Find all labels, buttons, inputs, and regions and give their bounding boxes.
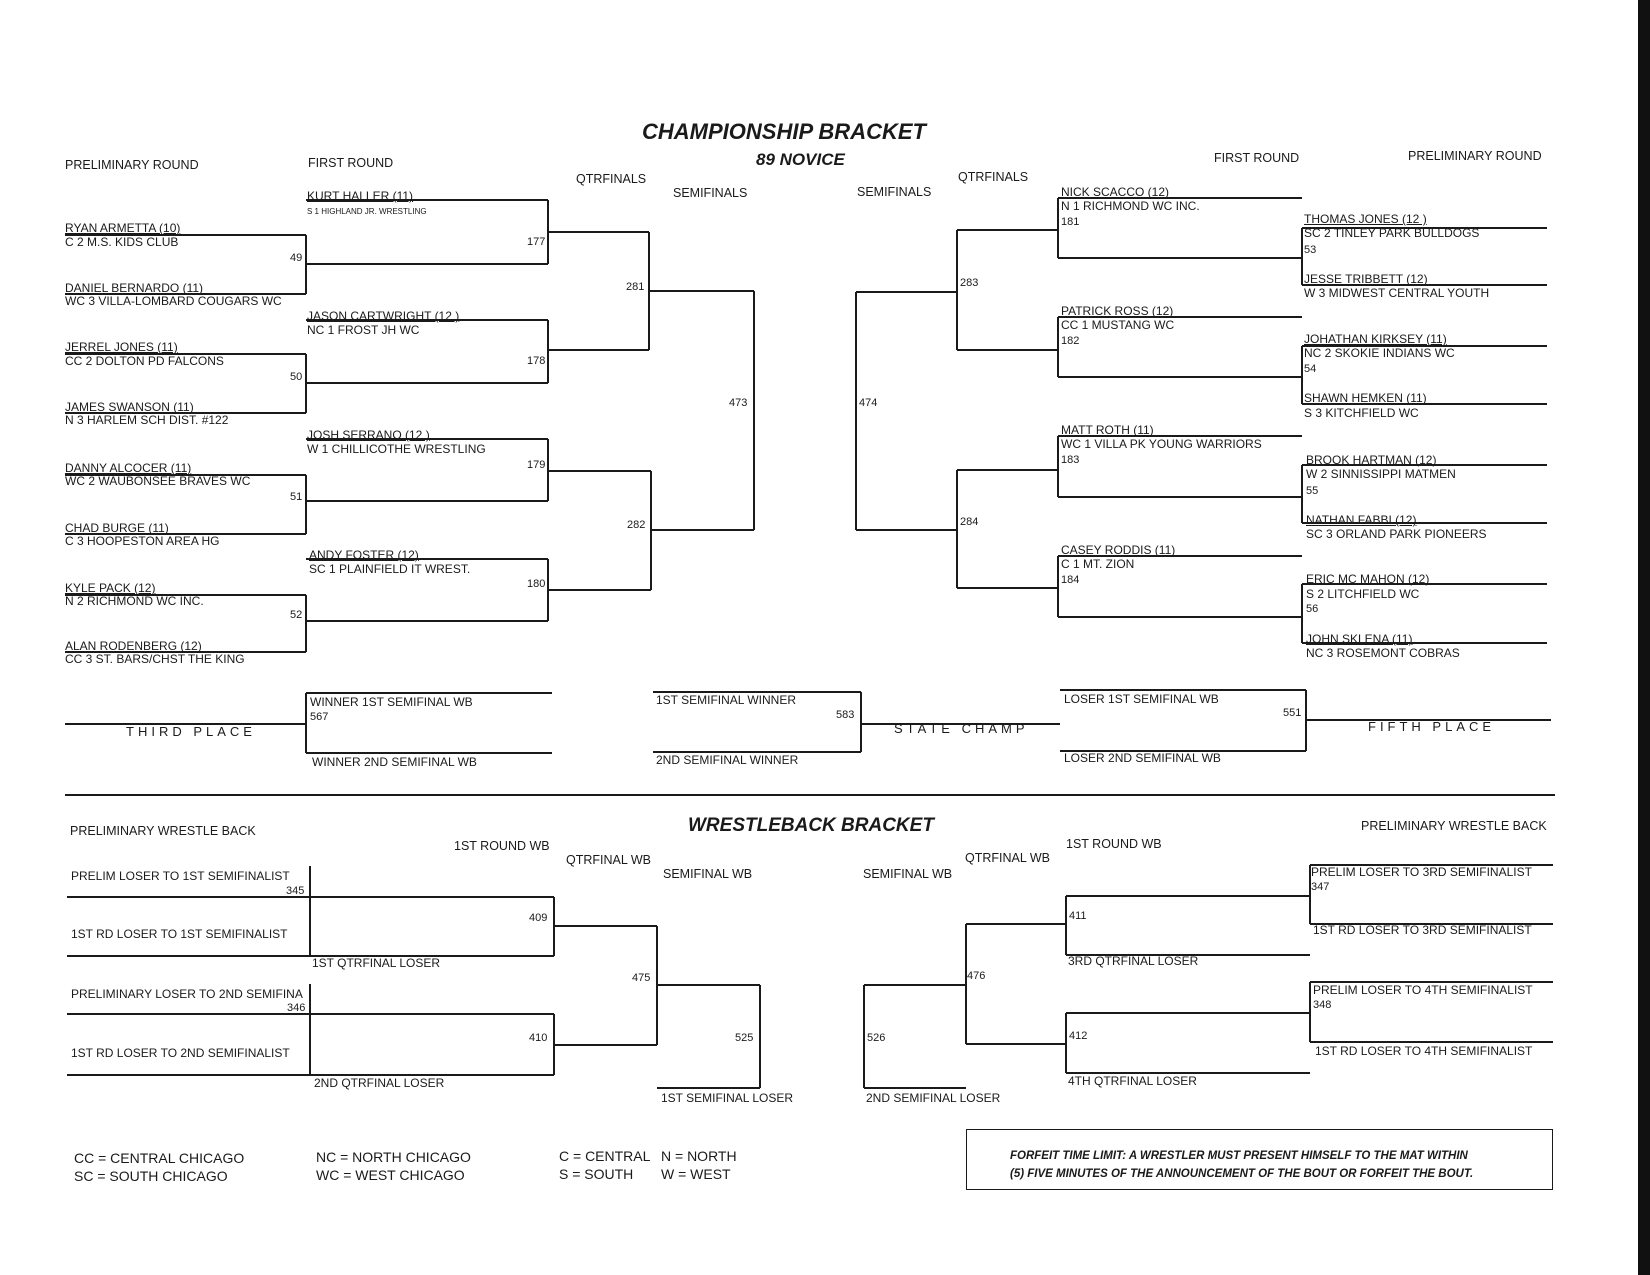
left-prelim-team: WC 2 WAUBONSEE BRAVES WC [65, 474, 251, 488]
right-prelim-team: NC 2 SKOKIE INDIANS WC [1304, 346, 1455, 360]
wb-right-prelim-bottom: 1ST RD LOSER TO 4TH SEMIFINALIST [1315, 1044, 1533, 1058]
bracket-line [1301, 346, 1303, 404]
header-qtr-left: QTRFINALS [576, 172, 647, 186]
bout-number: 409 [529, 912, 548, 924]
left-prelim-team: N 3 HARLEM SCH DIST. #122 [65, 413, 229, 427]
right-prelim-name: JESSE TRIBBETT (12) [1304, 272, 1428, 286]
bout-number: 177 [527, 236, 546, 248]
bout-number: 283 [960, 277, 979, 289]
bracket-line [966, 923, 1066, 925]
bracket-line [548, 470, 651, 472]
bout-number: 284 [960, 516, 979, 528]
fifth-place-label: FIFTH PLACE [1368, 719, 1496, 734]
bracket-line [306, 382, 548, 384]
bout-number: 181 [1061, 216, 1080, 228]
bout-number: 180 [527, 578, 546, 590]
bracket-line [305, 693, 307, 753]
wb-right-qtr-loser: 4TH QTRFINAL LOSER [1068, 1074, 1197, 1088]
bout-number: 50 [290, 371, 303, 383]
wb-left-prelim-bottom: 1ST RD LOSER TO 1ST SEMIFINALIST [71, 927, 288, 941]
wb-header-semi-left: SEMIFINAL WB [663, 867, 753, 881]
wb-right-prelim-top: PRELIM LOSER TO 3RD SEMIFINALIST [1311, 865, 1532, 879]
page-title: CHAMPIONSHIP BRACKET [642, 119, 926, 144]
bracket-line [1058, 376, 1302, 378]
right-prelim-team: SC 2 TINLEY PARK BULLDOGS [1304, 226, 1480, 240]
bout-number: 551 [1283, 707, 1302, 719]
bracket-line [957, 229, 1058, 231]
bracket-line [306, 620, 548, 622]
bout-number: 183 [1061, 454, 1080, 466]
bracket-line [1060, 689, 1306, 691]
bracket-line [1058, 496, 1302, 498]
legend-s: S = SOUTH [559, 1166, 634, 1182]
bout-number: 282 [627, 519, 646, 531]
bracket-line [310, 896, 554, 898]
champ-bottom: 2ND SEMIFINAL WINNER [656, 753, 799, 767]
wb-right-semi-loser: 2ND SEMIFINAL LOSER [866, 1091, 1001, 1105]
bracket-line [1301, 465, 1303, 523]
right-prelim-team: W 2 SINNISSIPPI MATMEN [1306, 467, 1456, 481]
wb-header-qtr-right: QTRFINAL WB [965, 851, 1050, 865]
bracket-line [957, 469, 1058, 471]
fifth-place-top: LOSER 1ST SEMIFINAL WB [1064, 692, 1219, 706]
wb-header-qtr-left: QTRFINAL WB [566, 853, 651, 867]
bracket-line [67, 1013, 310, 1015]
bracket-line [1301, 228, 1303, 285]
right-prelim-name: THOMAS JONES (12 ) [1304, 212, 1427, 226]
left-first-team: S 1 HIGHLAND JR. WRESTLING [307, 207, 427, 216]
bracket-line [1057, 317, 1059, 377]
bracket-line [860, 692, 862, 752]
bout-number: 345 [286, 885, 305, 897]
bout-number: 54 [1304, 363, 1317, 375]
legend-cc: CC = CENTRAL CHICAGO [74, 1150, 245, 1166]
left-first-name: ANDY FOSTER (12) [309, 548, 419, 562]
bout-number: 525 [735, 1032, 754, 1044]
bracket-line [1066, 1012, 1310, 1014]
bracket-line [1057, 556, 1059, 617]
left-first-name: JASON CARTWRIGHT (12 ) [307, 309, 460, 323]
third-place-label: THIRD PLACE [126, 724, 256, 739]
bracket-line [759, 985, 761, 1088]
bracket-line [864, 1087, 966, 1089]
right-prelim-name: NATHAN FABBI (12) [1306, 513, 1417, 527]
bracket-line [863, 985, 865, 1088]
bout-number: 178 [527, 355, 546, 367]
right-prelim-name: JOHN SKLENA (11) [1306, 632, 1413, 646]
bout-number: 55 [1306, 485, 1319, 497]
wb-left-prelim-top: PRELIM LOSER TO 1ST SEMIFINALIST [71, 869, 290, 883]
bracket-line [548, 231, 649, 233]
bracket-line [856, 291, 957, 293]
bracket-line [305, 595, 307, 652]
left-prelim-team: N 2 RICHMOND WC INC. [65, 594, 204, 608]
right-prelim-name: JOHATHAN KIRKSEY (11) [1304, 332, 1447, 346]
bracket-line [856, 529, 957, 531]
right-prelim-team: S 2 LITCHFIELD WC [1306, 587, 1420, 601]
bracket-line [306, 500, 548, 502]
left-first-name: JOSH SERRANO (12 ) [307, 428, 430, 442]
right-first-team: CC 1 MUSTANG WC [1061, 318, 1175, 332]
bracket-line [1057, 436, 1059, 497]
right-prelim-team: S 3 KITCHFIELD WC [1304, 406, 1419, 420]
wb-left-prelim-bottom: 1ST RD LOSER TO 2ND SEMIFINALIST [71, 1046, 290, 1060]
bout-number: 411 [1069, 910, 1087, 922]
legend-n: N = NORTH [661, 1148, 737, 1164]
header-semi-right: SEMIFINALS [857, 185, 932, 199]
bracket-line [1065, 896, 1067, 955]
bout-number: 53 [1304, 244, 1317, 256]
right-prelim-name: ERIC MC MAHON (12) [1306, 572, 1430, 586]
right-prelim-team: W 3 MIDWEST CENTRAL YOUTH [1304, 286, 1490, 300]
bracket-line [1310, 1041, 1553, 1043]
bracket-line [965, 924, 967, 1044]
bracket-line [956, 230, 958, 350]
third-place-bottom: WINNER 2ND SEMIFINAL WB [312, 755, 477, 769]
right-first-name: CASEY RODDIS (11) [1061, 543, 1176, 557]
bout-number: 476 [967, 970, 986, 982]
bracket-line [966, 1043, 1066, 1045]
wb-left-qtr-loser: 1ST QTRFINAL LOSER [312, 956, 441, 970]
left-prelim-team: CC 3 ST. BARS/CHST THE KING [65, 652, 245, 666]
bracket-line [1301, 584, 1303, 643]
bout-number: 346 [287, 1002, 306, 1014]
bracket-line [957, 349, 1058, 351]
bout-number: 281 [626, 281, 645, 293]
wb-header-first-left: 1ST ROUND WB [454, 839, 550, 853]
legend-wc: WC = WEST CHICAGO [316, 1167, 465, 1183]
bout-number: 179 [527, 459, 546, 471]
bout-number: 184 [1061, 574, 1080, 586]
wb-right-qtr-loser: 3RD QTRFINAL LOSER [1068, 954, 1199, 968]
bracket-line [548, 349, 649, 351]
wb-right-prelim-bottom: 1ST RD LOSER TO 3RD SEMIFINALIST [1313, 923, 1532, 937]
fifth-place-bottom: LOSER 2ND SEMIFINAL WB [1064, 751, 1221, 765]
right-prelim-team: SC 3 ORLAND PARK PIONEERS [1306, 527, 1487, 541]
bracket-line [554, 925, 657, 927]
bracket-line [1058, 616, 1302, 618]
wb-right-prelim-top: PRELIM LOSER TO 4TH SEMIFINALIST [1313, 983, 1533, 997]
left-prelim-name: ALAN RODENBERG (12) [65, 639, 202, 653]
left-prelim-name: JERREL JONES (11) [65, 340, 178, 354]
forfeit-line-2: (5) FIVE MINUTES OF THE ANNOUNCEMENT OF THE BOUT OR FORFEIT THE BOUT. [1010, 1168, 1474, 1180]
header-qtr-right: QTRFINALS [958, 170, 1029, 184]
bracket-line [67, 955, 310, 957]
right-first-team: C 1 MT. ZION [1061, 557, 1135, 571]
bracket-line [649, 290, 754, 292]
wb-left-prelim-top: PRELIMINARY LOSER TO 2ND SEMIFINA [71, 988, 303, 1001]
bracket-line [306, 752, 552, 754]
wb-header-semi-right: SEMIFINAL WB [863, 867, 953, 881]
page-subtitle: 89 NOVICE [756, 150, 845, 169]
bout-number: 473 [729, 397, 748, 409]
bout-number: 567 [310, 711, 329, 723]
right-prelim-name: BROOK HARTMAN (12) [1306, 453, 1437, 467]
bout-number: 475 [632, 972, 651, 984]
right-first-name: NICK SCACCO (12) [1061, 185, 1170, 199]
legend-w: W = WEST [661, 1166, 731, 1182]
bracket-line [548, 589, 651, 591]
left-prelim-name: DANIEL BERNARDO (11) [65, 281, 204, 295]
wb-header-prelim-left: PRELIMINARY WRESTLE BACK [70, 824, 256, 838]
left-prelim-team: WC 3 VILLA-LOMBARD COUGARS WC [65, 294, 282, 308]
bracket-line [1057, 198, 1059, 258]
left-prelim-team: C 3 HOOPESTON AREA HG [65, 534, 220, 548]
bout-number: 526 [867, 1032, 886, 1044]
right-first-team: N 1 RICHMOND WC INC. [1061, 199, 1200, 213]
bout-number: 347 [1311, 881, 1330, 893]
header-first-right: FIRST ROUND [1214, 151, 1300, 165]
state-champ-label: STATE CHAMP [894, 721, 1029, 736]
bracket-line [67, 896, 310, 898]
bracket-line [957, 587, 1058, 589]
left-first-team: NC 1 FROST JH WC [307, 323, 420, 337]
header-semi-left: SEMIFINALS [673, 186, 748, 200]
left-prelim-name: DANNY ALCOCER (11) [65, 461, 192, 475]
wb-header-first-right: 1ST ROUND WB [1066, 837, 1162, 851]
bracket-line [67, 1074, 310, 1076]
bracket-line [1309, 982, 1311, 1042]
bracket-line [309, 866, 311, 956]
header-first-left: FIRST ROUND [308, 156, 394, 170]
wrestleback-title: WRESTLEBACK BRACKET [688, 815, 934, 836]
legend-nc: NC = NORTH CHICAGO [316, 1149, 471, 1165]
bracket-line [651, 529, 754, 531]
bout-number: 583 [836, 709, 855, 721]
forfeit-line-1: FORFEIT TIME LIMIT: A WRESTLER MUST PRESENT HIMSELF TO THE MAT WITHIN [1010, 1150, 1468, 1162]
left-prelim-name: RYAN ARMETTA (10) [65, 221, 181, 235]
left-first-name: KURT HALLER (11) [307, 189, 414, 203]
left-prelim-name: JAMES SWANSON (11) [65, 400, 194, 414]
right-first-name: MATT ROTH (11) [1061, 423, 1154, 437]
header-prelim-right: PRELIMINARY ROUND [1408, 149, 1542, 163]
bracket-line [547, 320, 549, 383]
right-first-name: PATRICK ROSS (12) [1061, 304, 1174, 318]
bout-number: 410 [529, 1032, 548, 1044]
bracket-line [306, 692, 552, 694]
bracket-line [855, 292, 857, 530]
bout-number: 412 [1069, 1030, 1088, 1042]
bout-number: 474 [859, 397, 878, 409]
bracket-line [309, 984, 311, 1075]
bracket-line [305, 475, 307, 534]
right-prelim-name: SHAWN HEMKEN (11) [1304, 391, 1427, 405]
bout-number: 52 [290, 609, 303, 621]
bracket-line [753, 291, 755, 530]
bracket-line [554, 1044, 657, 1046]
bout-number: 348 [1313, 999, 1332, 1011]
bout-number: 49 [290, 252, 303, 264]
header-prelim-left: PRELIMINARY ROUND [65, 158, 199, 172]
bracket-line [65, 794, 1555, 796]
wb-left-semi-loser: 1ST SEMIFINAL LOSER [661, 1091, 794, 1105]
legend-c: C = CENTRAL [559, 1148, 651, 1164]
bracket-line [1065, 1013, 1067, 1073]
left-prelim-name: CHAD BURGE (11) [65, 521, 169, 535]
bracket-line [864, 984, 966, 986]
left-prelim-team: CC 2 DOLTON PD FALCONS [65, 354, 224, 368]
third-place-top: WINNER 1ST SEMIFINAL WB [310, 695, 473, 709]
bracket-line [956, 470, 958, 588]
bracket-line [657, 1087, 760, 1089]
bout-number: 56 [1306, 603, 1319, 615]
left-first-team: SC 1 PLAINFIELD IT WREST. [309, 562, 471, 576]
bracket-line [306, 263, 548, 265]
left-first-team: W 1 CHILLICOTHE WRESTLING [307, 442, 486, 456]
right-first-team: WC 1 VILLA PK YOUNG WARRIORS [1061, 437, 1262, 451]
bracket-line [1066, 895, 1310, 897]
bout-number: 182 [1061, 335, 1080, 347]
right-prelim-team: NC 3 ROSEMONT COBRAS [1306, 646, 1460, 660]
champ-top: 1ST SEMIFINAL WINNER [656, 693, 797, 707]
bracket-line [1058, 257, 1302, 259]
wb-left-qtr-loser: 2ND QTRFINAL LOSER [314, 1076, 445, 1090]
wb-header-prelim-right: PRELIMINARY WRESTLE BACK [1361, 819, 1547, 833]
legend-sc: SC = SOUTH CHICAGO [74, 1168, 228, 1184]
left-prelim-name: KYLE PACK (12) [65, 581, 156, 595]
bout-number: 51 [290, 491, 303, 503]
bracket-line [310, 1013, 554, 1015]
left-prelim-team: C 2 M.S. KIDS CLUB [65, 235, 179, 249]
bracket-line [657, 984, 760, 986]
